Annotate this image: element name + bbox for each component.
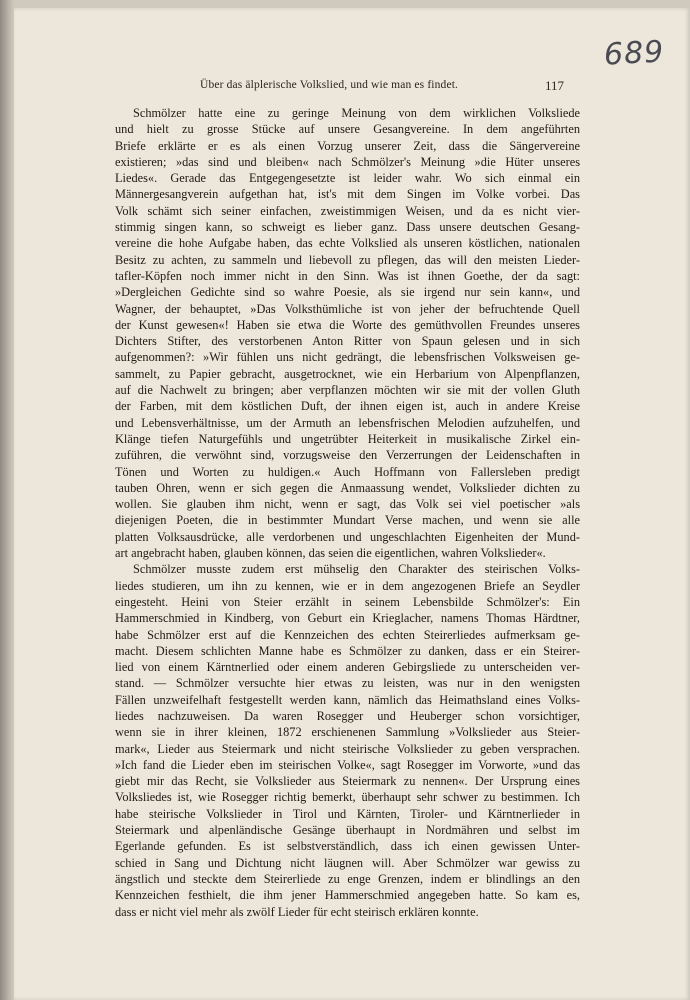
text-line: »Dergleichen Gedichte sind so wahre Poesie, als sie irgend nur sein kann«, und (115, 285, 580, 300)
text-line: Schmölzer musste zudem erst mühselig den Charakter des steirischen Volks- (133, 562, 580, 577)
text-line: auf die Nachwelt zu bringen; aber verpflanzen möchten wir sie mit der vollen Gluth (115, 383, 580, 398)
text-line: liedes nachzuweisen. Da waren Rosegger und Heuberger schon vorsichtiger, (115, 708, 580, 723)
text-line: eingesteht. Heini von Steier erzählt in seinem Lebensbilde Schmölzer's: Ein (115, 594, 580, 609)
text-line: Briefe erklärte er es als einen Vorzug unserer Zeit, dass die Sängervereine (115, 138, 580, 153)
book-binding-edge (0, 0, 14, 1000)
body-text (115, 105, 580, 920)
text-line: tauben Ohren, wenn er sich gegen die Anmaassung wendet, Volkslieder dichten zu (115, 480, 580, 495)
text-line: stand. — Schmölzer versuchte hier etwas zu leisten, was nur in den wenigsten (115, 676, 580, 691)
page-number: 117 (545, 78, 565, 93)
text-line: lied von einem Kärntnerlied oder einem anderen Gebirgsliede zu unterscheiden ver- (115, 660, 580, 675)
text-line: wenn sie in ihrer kleinen, 1872 erschienenen Sammlung »Volkslieder aus Steier- (115, 725, 580, 740)
text-line: habe Schmölzer erst auf die Kennzeichen des echten Steirerliedes aufmerksam ge- (115, 627, 580, 642)
text-line: und Lebensverhältnisse, um der Armuth an lebensfrischen Melodien aufzuhelfen, und (115, 415, 580, 430)
text-line: vereine die hohe Aufgabe haben, das echte Volkslied als unseren köstlichen, nationalen (115, 236, 580, 251)
text-line: dass er nicht viel mehr als zwölf Lieder für echt steirisch erklären konnte. (115, 904, 479, 919)
text-line: der Farben, mit dem köstlichen Duft, der ihnen eigen ist, auch in andere Kreise (115, 399, 580, 414)
text-line: ängstlich und steckte dem Steirerliede zu enge Grenzen, indem er blindlings an den (115, 871, 580, 886)
text-line: habe steirische Volkslieder in Tirol und Kärnten, Tiroler- und Kärntnerlieder in (115, 806, 580, 821)
text-line: Männergesangverein aufgethan hat, ist's mit dem Singen im Volke vorbei. Das (115, 187, 580, 202)
text-line: art angebracht haben, glauben können, das seien die eigentlichen, wahren Volkslieder«. (115, 546, 546, 561)
text-line: liedes studieren, um ihn zu kennen, wie er in dem angezogenen Briefe an Seydler (115, 578, 580, 593)
text-line: Wagner, der behauptet, »Das Volksthümliche ist von jeher der befruchtende Quell (115, 301, 580, 316)
text-line: Volk schämt sich seiner einfachen, zweistimmigen Weisen, und da es nicht vier- (115, 203, 580, 218)
archive-number: 689 (603, 34, 666, 73)
text-line: giebt mir das Recht, sie Volkslieder aus Steiermark zu nennen«. Der Ursprung eines (115, 774, 580, 789)
text-line: Volksliedes ist, wie Rosegger richtig bemerkt, überhaupt sehr schwer zu bestimmen. Ich (115, 790, 580, 805)
text-line: Fällen unzweifelhaft festgestellt werden kann, nämlich das Heimathsland eines Volks- (115, 692, 580, 707)
text-line: wollen. Sie glauben ihm nicht, wenn er sagt, das Volk sei viel poetischer »als (115, 497, 580, 512)
text-line: Klänge tiefen Naturgefühls und ungetrübter Heiterkeit in musikalische Zirkel ein- (115, 431, 580, 446)
text-line: mark«, Lieder aus Steiermark und nicht steirische Volkslieder zu geben versprachen. (115, 741, 580, 756)
text-line: aufgenommen?: »Wir fühlen uns nicht gedrängt, die lebensfrischen Volksweisen ge- (115, 350, 580, 365)
running-head: Über das älplerische Volkslied, und wie man es findet. (200, 79, 459, 91)
text-line: Kennzeichen festhielt, die ihm jener Hammerschmied angegeben hatte. So kam es, (115, 888, 580, 903)
text-line: und hielt zu grosse Stücke auf unsere Gesangvereine. In dem angeführten (115, 122, 580, 137)
text-line: tafler-Köpfen noch immer nicht in den Sinn. Was ist ihnen Goethe, der da sagt: (115, 268, 580, 283)
text-line: »Ich fand die Lieder eben im steirischen Volke«, sagt Rosegger im Vorworte, »und das (115, 757, 580, 772)
text-line: Schmölzer hatte eine zu geringe Meinung von dem wirklichen Volksliede (133, 106, 580, 120)
text-line: Hammerschmied in Kindberg, von Geburt ein Krieglacher, namens Thomas Härdtner, (115, 611, 580, 626)
text-line: Steiermark und alpenländische Gesänge überhaupt in Nordmähren und selbst im (115, 823, 580, 838)
text-line: stimmig singen kann, so schweigt es lieber ganz. Dass unsere deutschen Gesang- (115, 220, 580, 235)
text-line: Dichters Stifter, des verstorbenen Anton Ritter von Spaun gelesen und in sich (115, 334, 580, 349)
text-line: Egerlande gefunden. Es ist selbstverständlich, dass ich einen gewissen Unter- (115, 839, 580, 854)
text-line: zuführen, die verwöhnt sind, vorzugsweise den Verzerrungen der Leidenschaften in (115, 448, 580, 463)
text-line: der Kunst gewesen«! Haben sie etwa die Worte des gemüthvollen Freundes unseres (115, 317, 580, 332)
text-line: platten Volksausdrücke, alle verdorbenen und ungeschlachten Eigenheiten der Mund- (115, 529, 580, 544)
text-line: sammelt, zu Papier gebracht, ausgetrocknet, wie ein Herbarium von Alpenpflanzen, (115, 366, 580, 381)
text-line: macht. Diesem schlichten Manne habe es Schmölzer zu danken, dass er ein Steirer- (115, 643, 580, 658)
text-line: Tönen und Worten zu huldigen.« Auch Hoffmann von Fallersleben predigt (115, 464, 580, 479)
text-line: existieren; »das sind und bleiben« nach Schmölzer's Meinung »die Hüter unseres (115, 154, 580, 169)
text-line: schied in Sang und Dichtung nicht läugnen will. Aber Schmölzer war gewiss zu (115, 855, 580, 870)
text-line: diejenigen Poeten, die in bestimmter Mundart Verse machen, und wenn sie alle (115, 513, 580, 528)
text-line: Liedes«. Gerade das Entgegengesetzte ist leider wahr. Wo sich einmal ein (115, 171, 580, 186)
text-line: Besitz zu achten, zu sammeln und liebevoll zu pflegen, das will den meisten Lieder- (115, 252, 580, 267)
